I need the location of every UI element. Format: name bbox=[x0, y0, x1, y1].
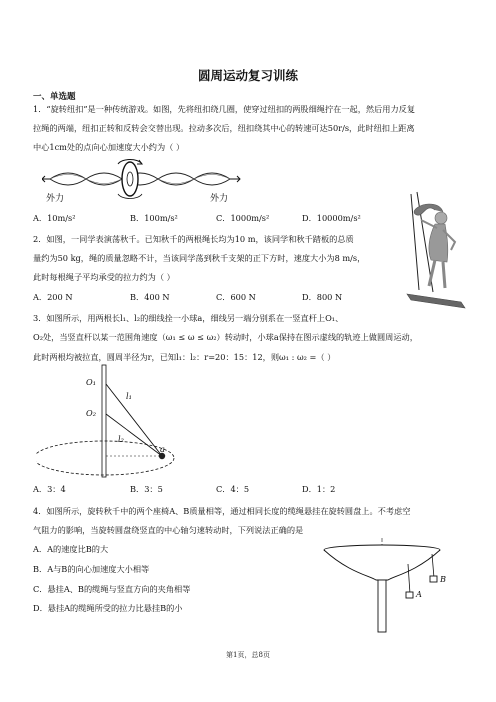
q1-option-d[interactable]: D．10000m/s² bbox=[302, 213, 361, 223]
q2-option-c[interactable]: C．600 N bbox=[216, 292, 256, 302]
q1-text-line1: 1．“旋转纽扣”是一种传统游戏。如图，先将纽扣绕几圈，使穿过纽扣的两股细绳拧在一起，然后用力反复 bbox=[33, 104, 416, 114]
section-heading: 一、单选题 bbox=[33, 92, 76, 102]
q2-option-a[interactable]: A．200 N bbox=[33, 292, 73, 302]
q1-fig-right-label: 外力 bbox=[210, 194, 229, 204]
q3-fig-a-label: a bbox=[160, 444, 165, 454]
q4-carousel-figure bbox=[308, 536, 458, 636]
q4-text-line1: 4．如图所示，旋转秋千中的两个座椅A、B质量相等，通过相同长度的缆绳悬挂在旋转圆盘上。不考虑空 bbox=[33, 506, 411, 516]
q4-fig-b-label: B bbox=[440, 574, 447, 584]
q3-option-b[interactable]: B．3：5 bbox=[130, 484, 163, 494]
q3-fig-o2-label: O₂ bbox=[86, 408, 96, 418]
q3-text-line1: 3．如图所示，用两根长l₁、l₂的细线拴一小球a，细线另一端分别系在一竖直杆上O₁、 bbox=[33, 313, 344, 323]
q1-option-b[interactable]: B．100m/s² bbox=[130, 213, 178, 223]
q2-text-line3: 此时每根绳子平均承受的拉力约为（ ） bbox=[33, 272, 175, 282]
q3-text-line3: 此时两根均被拉直，圆周半径为r，已知l₁：l₂：r=20：15：12，则ω₁ : ω₂ =（ ） bbox=[33, 352, 336, 362]
q3-option-d[interactable]: D．1：2 bbox=[302, 484, 336, 494]
q3-option-c[interactable]: C．4：5 bbox=[216, 484, 250, 494]
q1-option-a[interactable]: A．10m/s² bbox=[33, 213, 76, 223]
q1-text-line3: 中心1cm处的点向心加速度大小约为（ ） bbox=[33, 142, 185, 152]
q3-text-line2: O₂处，当竖直杆以某一范围角速度（ω₁ ≤ ω ≤ ω₂）转动时，小球a保持在图示虚线的轨迹上做圆周运动， bbox=[33, 332, 418, 342]
q4-text-line2: 气阻力的影响，当旋转圆盘绕竖直的中心轴匀速转动时，下列说法正确的是 bbox=[33, 525, 304, 535]
q1-fig-left-label: 外力 bbox=[46, 194, 65, 204]
q4-fig-a-label: A bbox=[416, 589, 422, 599]
q4-option-c[interactable]: C．悬挂A、B的缆绳与竖直方向的夹角相等 bbox=[33, 584, 191, 594]
q4-option-b[interactable]: B．A与B的向心加速度大小相等 bbox=[33, 564, 150, 574]
q2-text-line2: 量约为50 kg，绳的质量忽略不计，当该同学荡到秋千支架的正下方时，速度大小为8 m/s， bbox=[33, 253, 366, 263]
q1-option-c[interactable]: C．1000m/s² bbox=[216, 213, 270, 223]
q2-option-d[interactable]: D．800 N bbox=[302, 292, 343, 302]
q3-figure bbox=[36, 362, 186, 480]
page-footer: 第1页，总8页 bbox=[226, 651, 270, 659]
q4-option-a[interactable]: A．A的速度比B的大 bbox=[33, 544, 109, 554]
q2-swing-figure bbox=[385, 190, 475, 310]
q3-option-a[interactable]: A．3：4 bbox=[33, 484, 66, 494]
q3-fig-l2-label: l₂ bbox=[118, 434, 124, 444]
page-title: 圆周运动复习训练 bbox=[197, 68, 298, 83]
q3-fig-l1-label: l₁ bbox=[126, 391, 132, 401]
q1-text-line2: 拉绳的两端，纽扣正转和反转会交替出现。拉动多次后，纽扣绕其中心的转速可达50r/s，此时纽扣上距离 bbox=[33, 123, 415, 133]
q2-text-line1: 2．如图，一同学表演荡秋千。已知秋千的两根绳长均为10 m，该同学和秋千踏板的总质 bbox=[33, 234, 354, 244]
q4-option-d[interactable]: D．悬挂A的缆绳所受的拉力比悬挂B的小 bbox=[33, 603, 183, 613]
q3-fig-o1-label: O₁ bbox=[86, 377, 96, 387]
q2-option-b[interactable]: B．400 N bbox=[130, 292, 170, 302]
